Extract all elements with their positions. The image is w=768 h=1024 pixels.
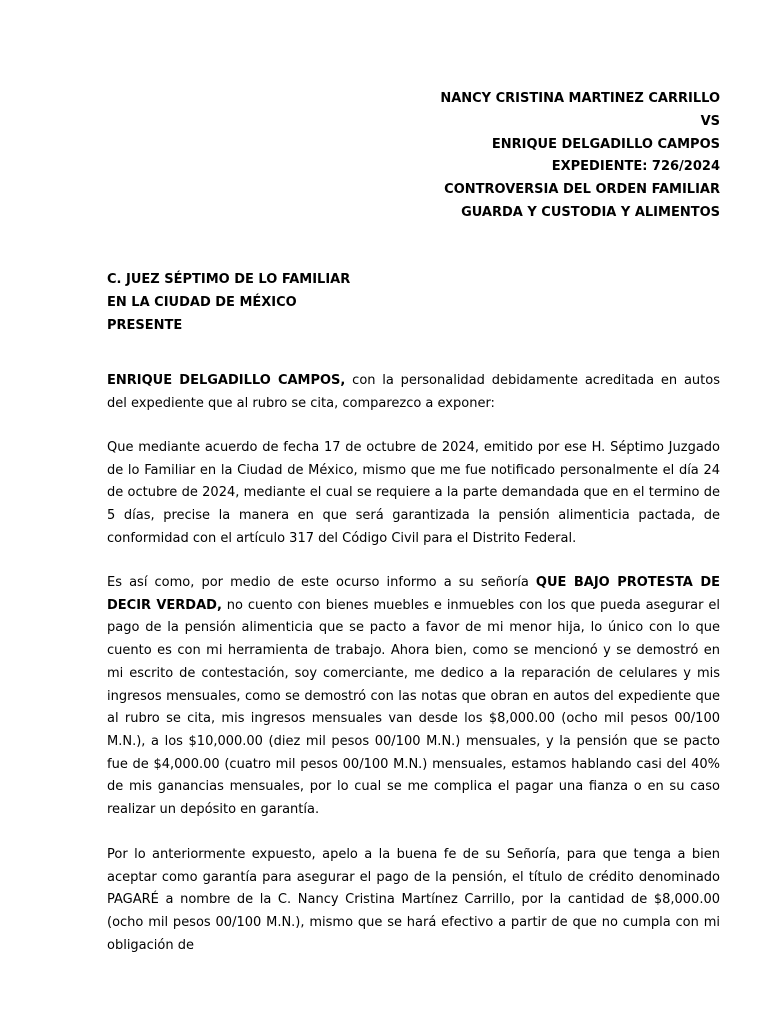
petition-text: Por lo anteriormente expuesto, apelo a la buena fe de su Señoría, para que tenga a bien aceptar como garantía para asegurar el pago de la pensión, el título de crédito denominado PAGARÉ a nombre de la C. Nancy Cristina Martínez Carrillo, por la cantidad de $8,000.00 (ocho mil pesos 00/100 M.N.), mismo que se hará efectivo a partir de que no cumpla con mi obligación de — [107, 847, 720, 953]
intro-text: con la personalidad debidamente acreditada en autos del expediente que al rubro se cita, comparezco a exponer: — [107, 373, 720, 411]
caption-matter: GUARDA Y CUSTODIA Y ALIMENTOS — [461, 204, 720, 220]
caption-plaintiff: NANCY CRISTINA MARTINEZ CARRILLO — [440, 91, 720, 106]
statement-paragraph — [107, 572, 720, 822]
addressee-city: EN LA CIUDAD DE MÉXICO — [107, 295, 297, 310]
facts-text: Que mediante acuerdo de fecha 17 de octubre de 2024, emitido por ese H. Séptimo Juzgado de lo Familiar en la Ciudad de México, mismo que me fue notificado personalmente el día 24 de octubre de 2024, mediante el cual se requiere a la parte demandada que en el termino de 5 días, precise la manera en que será garantizada la pensión alimenticia pactada, de conformidad con el artículo 317 del Código Civil para el Distrito Federal. — [107, 440, 720, 546]
statement-oath: QUE BAJO PROTESTA DE DECIR VERDAD, — [107, 575, 720, 613]
addressee-judge: C. JUEZ SÉPTIMO DE LO FAMILIAR — [107, 272, 351, 287]
statement-text-rest: no cuento con bienes muebles e inmuebles con los que pueda asegurar el pago de la pensión alimenticia que se pacto a favor de mi menor hija, lo único con lo que cuento es con mi herramienta de trabajo. Ahora bien, como se mencionó y se demostró en mi escrito de contestación, soy comerciante, me dedico a la reparación de celulares y mis ingresos mensuales, como se demostró con las notas que obran en autos del expediente que al rubro se cita, mis ingresos mensuales van desde los $8,000.00 (ocho mil pesos 00/100 M.N.), a los $10,000.00 (diez mil pesos 00/100 M.N.) mensuales, y la pensión que se pacto fue de $4,000.00 (cuatro mil pesos 00/100 M.N.) mensuales, estamos hablando casi del 40% de mis ganancias mensuales, por lo cual se me complica el pagar una fianza o en su caso realizar un depósito en garantía. — [107, 597, 720, 818]
case-caption — [440, 88, 720, 225]
intro-party-name: ENRIQUE DELGADILLO CAMPOS, — [107, 373, 346, 388]
addressee-block — [107, 268, 350, 337]
caption-versus: VS — [700, 113, 720, 129]
caption-defendant: ENRIQUE DELGADILLO CAMPOS — [491, 136, 720, 152]
caption-proceeding-type: CONTROVERSIA DEL ORDEN FAMILIAR — [444, 182, 720, 198]
statement-text-start: Es así como, por medio de este ocurso informo a su señoría — [107, 575, 536, 590]
petition-paragraph — [107, 844, 720, 958]
addressee-present: PRESENTE — [107, 318, 183, 333]
intro-paragraph — [107, 370, 720, 415]
caption-case-number: EXPEDIENTE: 726/2024 — [551, 159, 720, 175]
facts-paragraph — [107, 437, 720, 551]
